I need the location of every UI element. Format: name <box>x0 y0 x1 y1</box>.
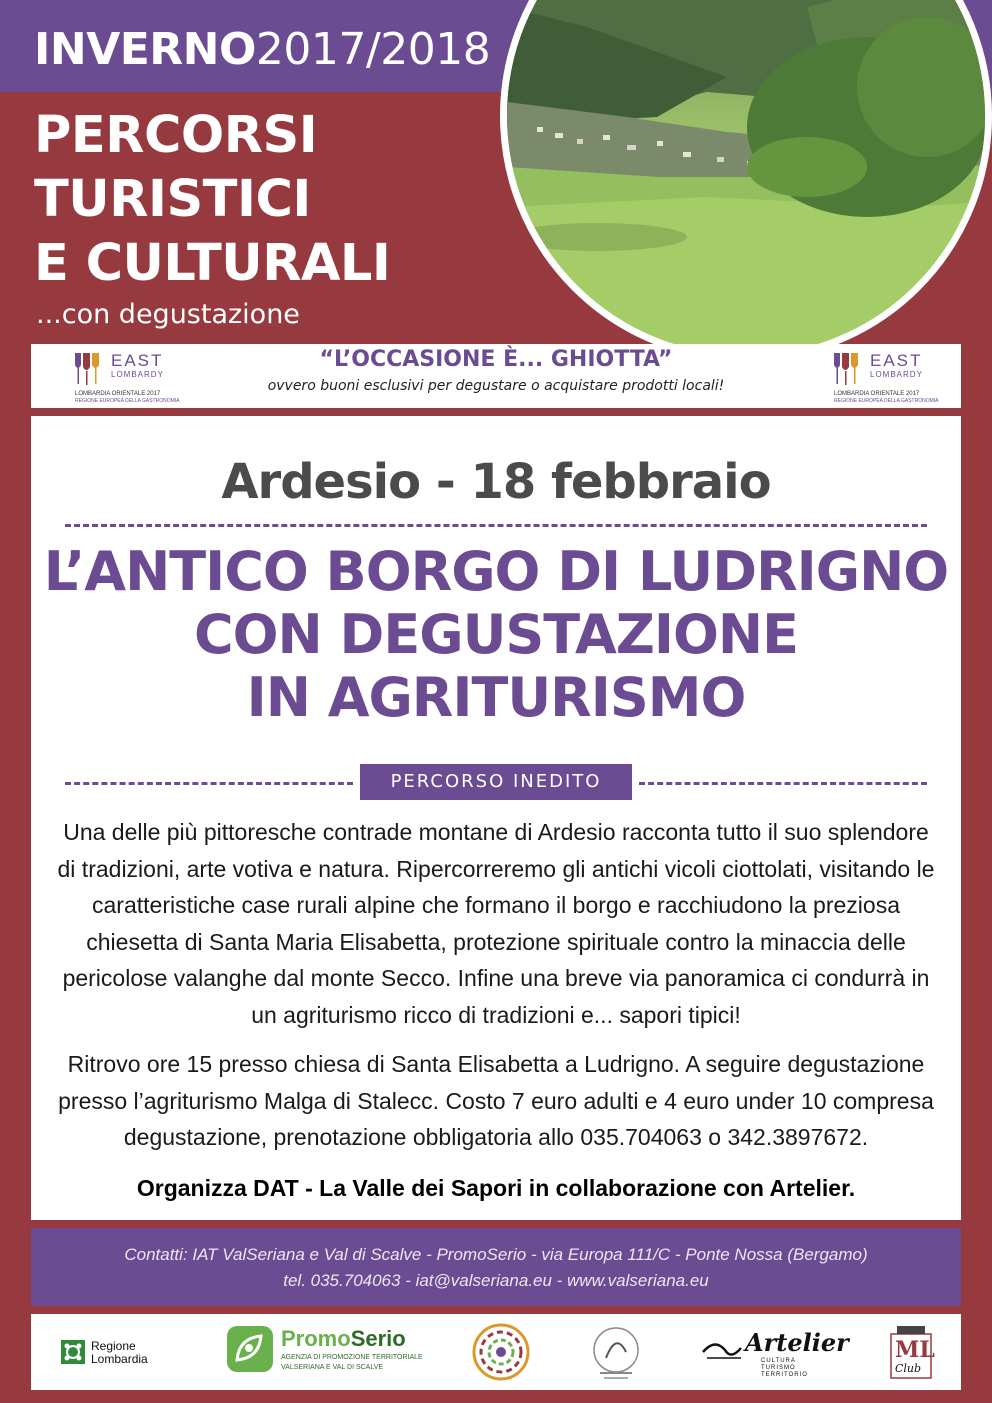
contacts-line: tel. 035.704063 - iat@valseriana.eu - www.valseriana.eu <box>283 1271 709 1290</box>
event-card <box>31 416 961 1220</box>
event-title <box>31 540 961 729</box>
main-title-line: TURISTICI <box>34 170 311 229</box>
main-title <box>34 104 390 296</box>
promoserio-tag: VALSERIANA E VAL DI SCALVE <box>281 1364 384 1371</box>
east-sub: LOMBARDY <box>111 370 164 379</box>
landscape-illustration <box>507 0 985 355</box>
east-foot2: REGIONE EUROPEA DELLA GASTRONOMIA <box>834 398 939 404</box>
percorso-badge: PERCORSO INEDITO <box>360 764 632 800</box>
distretto-commercio-logo <box>471 1322 535 1386</box>
contacts-line: Contatti: IAT ValSeriana e Val di Scalve - PromoSerio - via Europa 111/C - Ponte Nossa (Bergamo) <box>124 1245 868 1264</box>
sponsor-strip <box>31 1314 961 1390</box>
event-date: Ardesio - 18 febbraio <box>221 454 771 510</box>
divider <box>65 782 353 785</box>
regione-lombardia-logo <box>61 1332 171 1372</box>
divider <box>65 524 927 527</box>
distretto-alta-valle-logo <box>586 1322 650 1386</box>
contacts-band <box>31 1228 961 1306</box>
promoserio-name-a: Promo <box>281 1326 351 1351</box>
regione-name-line: Regione <box>91 1339 136 1353</box>
east-foot: LOMBARDIA ORIENTALE 2017 <box>834 391 920 397</box>
promoserio-logo <box>227 1324 427 1380</box>
east-sub: LOMBARDY <box>870 370 923 379</box>
east-word: EAST <box>870 351 923 370</box>
artelier-tag: CULTURA TURISMO TERRITORIO <box>761 1358 808 1378</box>
promoserio-tag: AGENZIA DI PROMOZIONE TERRITORIALE <box>281 1354 423 1361</box>
distretto-wreath-icon <box>471 1322 531 1382</box>
event-title-line: L’ANTICO BORGO DI LUDRIGNO <box>43 540 949 603</box>
east-word: EAST <box>111 351 164 370</box>
mvl-letters: ML <box>895 1337 935 1363</box>
regione-rose-icon <box>61 1340 85 1364</box>
mvl-club: Club <box>895 1362 922 1375</box>
main-title-line: E CULTURALI <box>34 234 391 293</box>
banner-center <box>191 344 801 396</box>
east-lombardy-logo-left <box>65 349 190 405</box>
east-lombardy-logo-right <box>824 349 949 405</box>
event-title-line: CON DEGUSTAZIONE <box>194 603 798 666</box>
season-bold: INVERNO <box>34 24 256 75</box>
landscape-photo <box>500 0 992 362</box>
east-foot: LOMBARDIA ORIENTALE 2017 <box>75 391 161 397</box>
promoserio-name <box>281 1326 406 1352</box>
banner-headline: “L’OCCASIONE È... GHIOTTA” <box>319 347 673 372</box>
banner-text: ovvero buoni esclusivi per degustare o acquistare prodotti locali! <box>267 378 725 394</box>
divider <box>639 782 927 785</box>
promoserio-name-b: Serio <box>350 1326 406 1351</box>
season-label <box>34 26 490 74</box>
promoserio-leaf-icon <box>227 1326 273 1372</box>
event-organizer: Organizza DAT - La Valle dei Sapori in collaborazione con Artelier. <box>136 1175 856 1201</box>
mvl-club-logo <box>889 1324 935 1382</box>
wine-glass-icon <box>71 351 111 389</box>
event-description: Una delle più pittoresche contrade montane di Ardesio racconta tutto il suo splendore di tradizioni, arte votiva e natura. Ripercorreremo gli antichi vicoli ciottolati, visitando le caratteristiche case rurali alpine che formano il borgo e racchiudono la preziosa chiesetta di Santa Maria Elisabetta, protezione spirituale contro la minaccia delle pericolose valanghe dal monte Secco. Infine una breve via panoramica ci condurrà in un agriturismo ricco di tradizioni e... sapori tipici! <box>57 819 935 1028</box>
season-years: 2017/2018 <box>255 24 491 75</box>
regione-name-line: Lombardia <box>91 1352 148 1366</box>
distretto-circle-icon <box>586 1322 646 1382</box>
promo-banner <box>31 344 961 408</box>
event-meeting-info: Ritrovo ore 15 presso chiesa di Santa Elisabetta a Ludrigno. A seguire degustazione presso l’agriturismo Malga di Stalecc. Costo 7 euro adulti e 4 euro under 10 compresa degustazione, prenotazione obbligatoria allo 035.704063 o 342.3897672. <box>58 1051 934 1151</box>
artelier-name: Artelier <box>745 1328 849 1357</box>
event-title-line: IN AGRITURISMO <box>246 666 746 729</box>
east-foot2: REGIONE EUROPEA DELLA GASTRONOMIA <box>75 398 180 404</box>
wine-glass-icon <box>830 351 870 389</box>
artelier-swirl-icon <box>701 1332 747 1366</box>
artelier-logo <box>701 1328 849 1378</box>
main-title-line: PERCORSI <box>34 106 318 165</box>
subtitle: ...con degustazione <box>36 299 300 330</box>
